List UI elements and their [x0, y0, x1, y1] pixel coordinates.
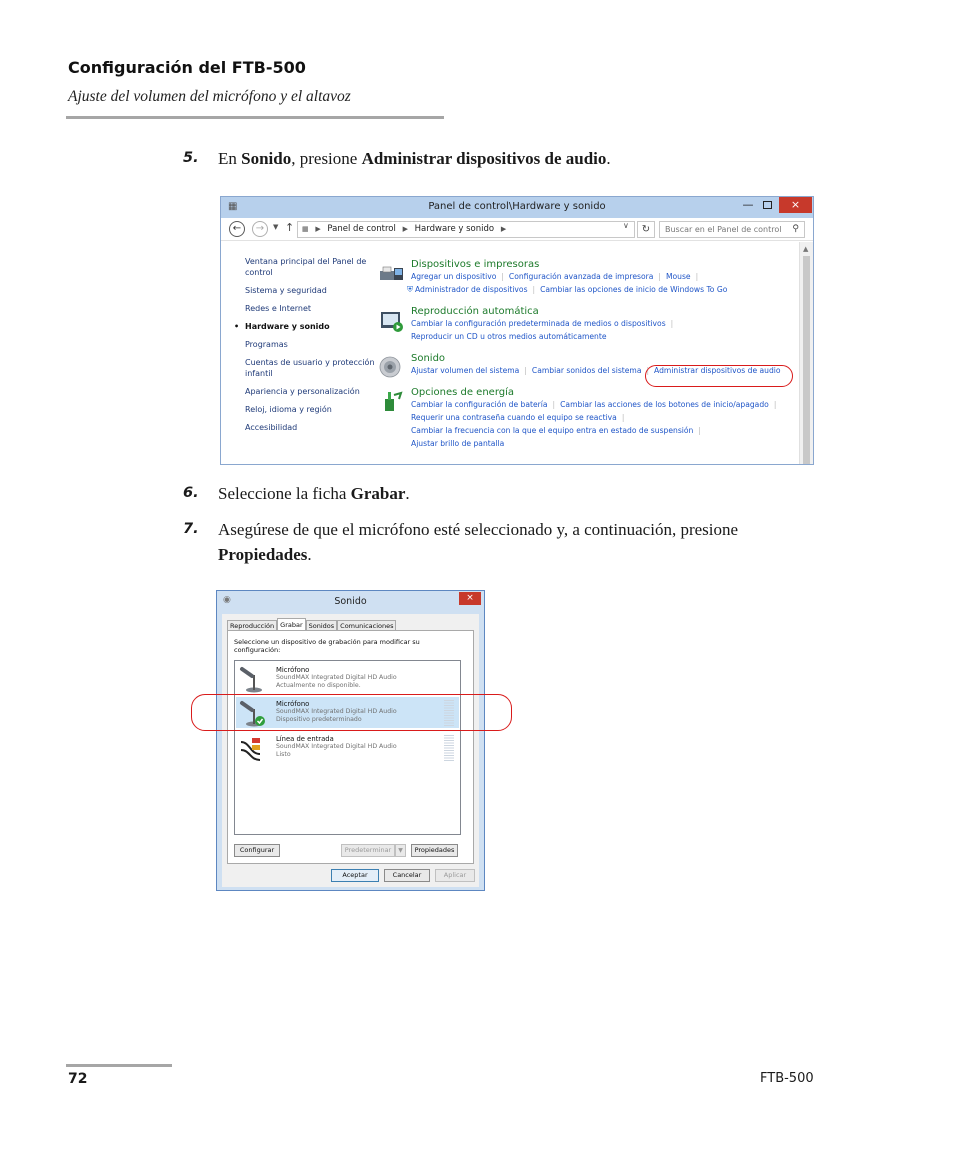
nav-item-system[interactable]: Sistema y seguridad — [245, 286, 327, 295]
nav-item-accounts[interactable]: Cuentas de usuario y protección infantil — [245, 358, 375, 378]
chapter-title: Configuración del FTB-500 — [68, 58, 306, 77]
category-links: Cambiar la configuración de batería | Cambiar las acciones de los botones de inicio/apagado | — [411, 400, 777, 409]
minimize-icon[interactable]: — — [742, 198, 754, 211]
link-device-manager[interactable]: Administrador de dispositivos — [415, 285, 528, 294]
link-windows-to-go[interactable]: Cambiar las opciones de inicio de Windows To Go — [540, 285, 728, 294]
set-default-button[interactable]: Predeterminar — [341, 844, 395, 857]
left-navigation — [245, 256, 375, 440]
category-links: Agregar un dispositivo | Configuración avanzada de impresora | Mouse | — [411, 272, 699, 281]
refresh-icon[interactable]: ↻ — [637, 221, 655, 238]
window-titlebar — [221, 197, 813, 218]
category-links: Cambiar la frecuencia con la que el equipo entra en estado de suspensión | — [411, 426, 701, 435]
link-screen-brightness[interactable]: Ajustar brillo de pantalla — [411, 439, 505, 448]
step-number: 5. — [183, 150, 199, 166]
power-options-icon — [379, 389, 404, 414]
search-icon[interactable]: ⚲ — [792, 224, 799, 234]
recording-panel — [227, 630, 474, 864]
dialog-body — [222, 614, 479, 887]
ok-button[interactable]: Aceptar — [331, 869, 379, 882]
link-adjust-volume[interactable]: Ajustar volumen del sistema — [411, 366, 520, 375]
breadcrumb-item[interactable]: Hardware y sonido — [414, 224, 495, 234]
highlight-oval — [645, 365, 793, 387]
nav-item-appearance[interactable]: Apariencia y personalización — [245, 387, 360, 396]
link-autoplay-cd[interactable]: Reproducir un CD u otros medios automáticamente — [411, 332, 607, 341]
step-7 — [183, 517, 823, 567]
device-status: Listo — [276, 751, 291, 758]
step-text: Asegúrese de que el micrófono esté seleccionado y, a continuación, presione Propiedades. — [218, 520, 739, 564]
tab-playback[interactable]: Reproducción — [227, 620, 277, 632]
device-driver: SoundMAX Integrated Digital HD Audio — [276, 708, 397, 715]
close-button[interactable]: × — [459, 592, 481, 605]
window-title: Panel de control\Hardware y sonido — [428, 201, 606, 212]
chevron-right-icon: ▶ — [402, 225, 408, 233]
link-autoplay-defaults[interactable]: Cambiar la configuración predeterminada de medios o dispositivos — [411, 319, 666, 328]
category-title[interactable]: Reproducción automática — [411, 306, 539, 317]
back-arrow-icon[interactable]: ← — [229, 221, 245, 237]
category-links: Ajustar volumen del sistema | Cambiar sonidos del sistema | Administrar dispositivos de audio — [411, 366, 781, 375]
category-links: Requerir una contraseña cuando el equipo se reactiva | — [411, 413, 625, 422]
nav-item-network[interactable]: Redes e Internet — [245, 304, 312, 313]
device-name: Micrófono — [276, 666, 310, 674]
address-input[interactable] — [297, 221, 635, 238]
header-rule — [66, 116, 444, 119]
link-printer-config[interactable]: Configuración avanzada de impresora — [508, 272, 654, 281]
device-name: Línea de entrada — [276, 735, 334, 743]
folder-icon: ▦ — [228, 201, 238, 212]
device-name: Micrófono — [276, 700, 310, 708]
cancel-button[interactable]: Cancelar — [384, 869, 430, 882]
scroll-up-icon[interactable]: ▲ — [803, 245, 809, 253]
chevron-right-icon: ▶ — [500, 225, 507, 233]
scroll-thumb[interactable] — [803, 256, 810, 465]
nav-item-hardware[interactable]: • Hardware y sonido — [245, 321, 375, 332]
tab-communications[interactable]: Comunicaciones — [337, 620, 396, 632]
step-5 — [183, 146, 823, 171]
address-bar-row — [221, 218, 813, 241]
footer-product: FTB-500 — [760, 1071, 814, 1086]
step-text: En Sonido, presione Administrar dispositivos de audio. — [218, 149, 611, 168]
chevron-down-icon[interactable]: ▼ — [273, 223, 279, 231]
autoplay-icon — [379, 308, 404, 333]
category-links: ⛨ Administrador de dispositivos | Cambiar las opciones de inicio de Windows To Go — [407, 285, 728, 294]
link-mouse[interactable]: Mouse — [665, 272, 691, 281]
instruction-text: Seleccione un dispositivo de grabación para modificar su configuración: — [234, 638, 420, 654]
dialog-title: Sonido — [334, 596, 367, 607]
link-require-password[interactable]: Requerir una contraseña cuando el equipo se reactiva — [411, 413, 617, 422]
set-default-dropdown-icon[interactable]: ▼ — [395, 844, 406, 857]
link-sleep-frequency[interactable]: Cambiar la frecuencia con la que el equipo entra en estado de suspensión — [411, 426, 694, 435]
device-driver: SoundMAX Integrated Digital HD Audio — [276, 674, 397, 681]
category-title[interactable]: Opciones de energía — [411, 387, 515, 398]
printer-icon — [379, 261, 404, 286]
shield-icon: ⛨ — [407, 285, 413, 294]
properties-button[interactable]: Propiedades — [411, 844, 458, 857]
vertical-scrollbar[interactable] — [799, 242, 813, 464]
tab-sounds[interactable]: Sonidos — [306, 620, 338, 632]
control-panel-window — [220, 196, 814, 465]
category-links: Cambiar la configuración predeterminada de medios o dispositivos | — [411, 319, 674, 328]
control-panel-icon: ▦ — [302, 225, 309, 233]
level-meter — [444, 735, 454, 762]
search-placeholder: Buscar en el Panel de control — [665, 225, 782, 234]
maximize-icon[interactable] — [763, 201, 772, 209]
configure-button[interactable]: Configurar — [234, 844, 280, 857]
speaker-icon — [379, 355, 404, 380]
list-item[interactable] — [236, 663, 459, 694]
link-manage-audio-devices[interactable]: Administrar dispositivos de audio — [654, 366, 781, 375]
page-number: 72 — [68, 1071, 88, 1087]
tab-recording[interactable]: Grabar — [277, 618, 305, 632]
sound-app-icon: ◉ — [223, 595, 231, 605]
category-links — [411, 439, 504, 448]
footer-rule — [66, 1064, 172, 1067]
link-add-device[interactable]: Agregar un dispositivo — [411, 272, 497, 281]
apply-button[interactable]: Aplicar — [435, 869, 475, 882]
list-item[interactable] — [236, 732, 459, 763]
nav-item-programs[interactable]: Programas — [245, 340, 288, 349]
line-in-cable-icon — [238, 734, 266, 762]
sound-dialog — [216, 590, 485, 891]
forward-arrow-icon[interactable]: → — [252, 221, 268, 237]
address-dropdown-icon[interactable]: ∨ — [623, 221, 629, 230]
step-6 — [183, 481, 823, 506]
link-power-buttons[interactable]: Cambiar las acciones de los botones de inicio/apagado — [560, 400, 769, 409]
search-input[interactable] — [659, 221, 805, 238]
step-number: 7. — [183, 521, 199, 537]
nav-item-accessibility[interactable]: Accesibilidad — [245, 423, 298, 432]
category-title[interactable]: Sonido — [411, 353, 446, 364]
step-text: Seleccione la ficha Grabar. — [218, 484, 410, 503]
link-battery-settings[interactable]: Cambiar la configuración de batería — [411, 400, 548, 409]
breadcrumb-item[interactable]: Panel de control — [327, 224, 396, 234]
up-arrow-icon[interactable]: ↑ — [285, 221, 295, 234]
device-list[interactable] — [234, 660, 461, 835]
chevron-right-icon: ▶ — [315, 225, 321, 233]
close-button[interactable]: × — [779, 197, 812, 213]
device-driver: SoundMAX Integrated Digital HD Audio — [276, 743, 397, 750]
nav-item-home[interactable]: Ventana principal del Panel de control — [245, 257, 367, 277]
category-title[interactable]: Dispositivos e impresoras — [411, 259, 540, 270]
step-number: 6. — [183, 485, 199, 501]
category-links — [411, 332, 607, 341]
highlight-oval — [191, 694, 512, 731]
device-status: Dispositivo predeterminado — [276, 716, 362, 723]
nav-item-clock[interactable]: Reloj, idioma y región — [245, 405, 332, 414]
device-status: Actualmente no disponible. — [276, 682, 361, 689]
link-change-sounds[interactable]: Cambiar sonidos del sistema — [531, 366, 642, 375]
microphone-icon — [238, 665, 266, 693]
section-subtitle: Ajuste del volumen del micrófono y el altavoz — [68, 88, 351, 105]
